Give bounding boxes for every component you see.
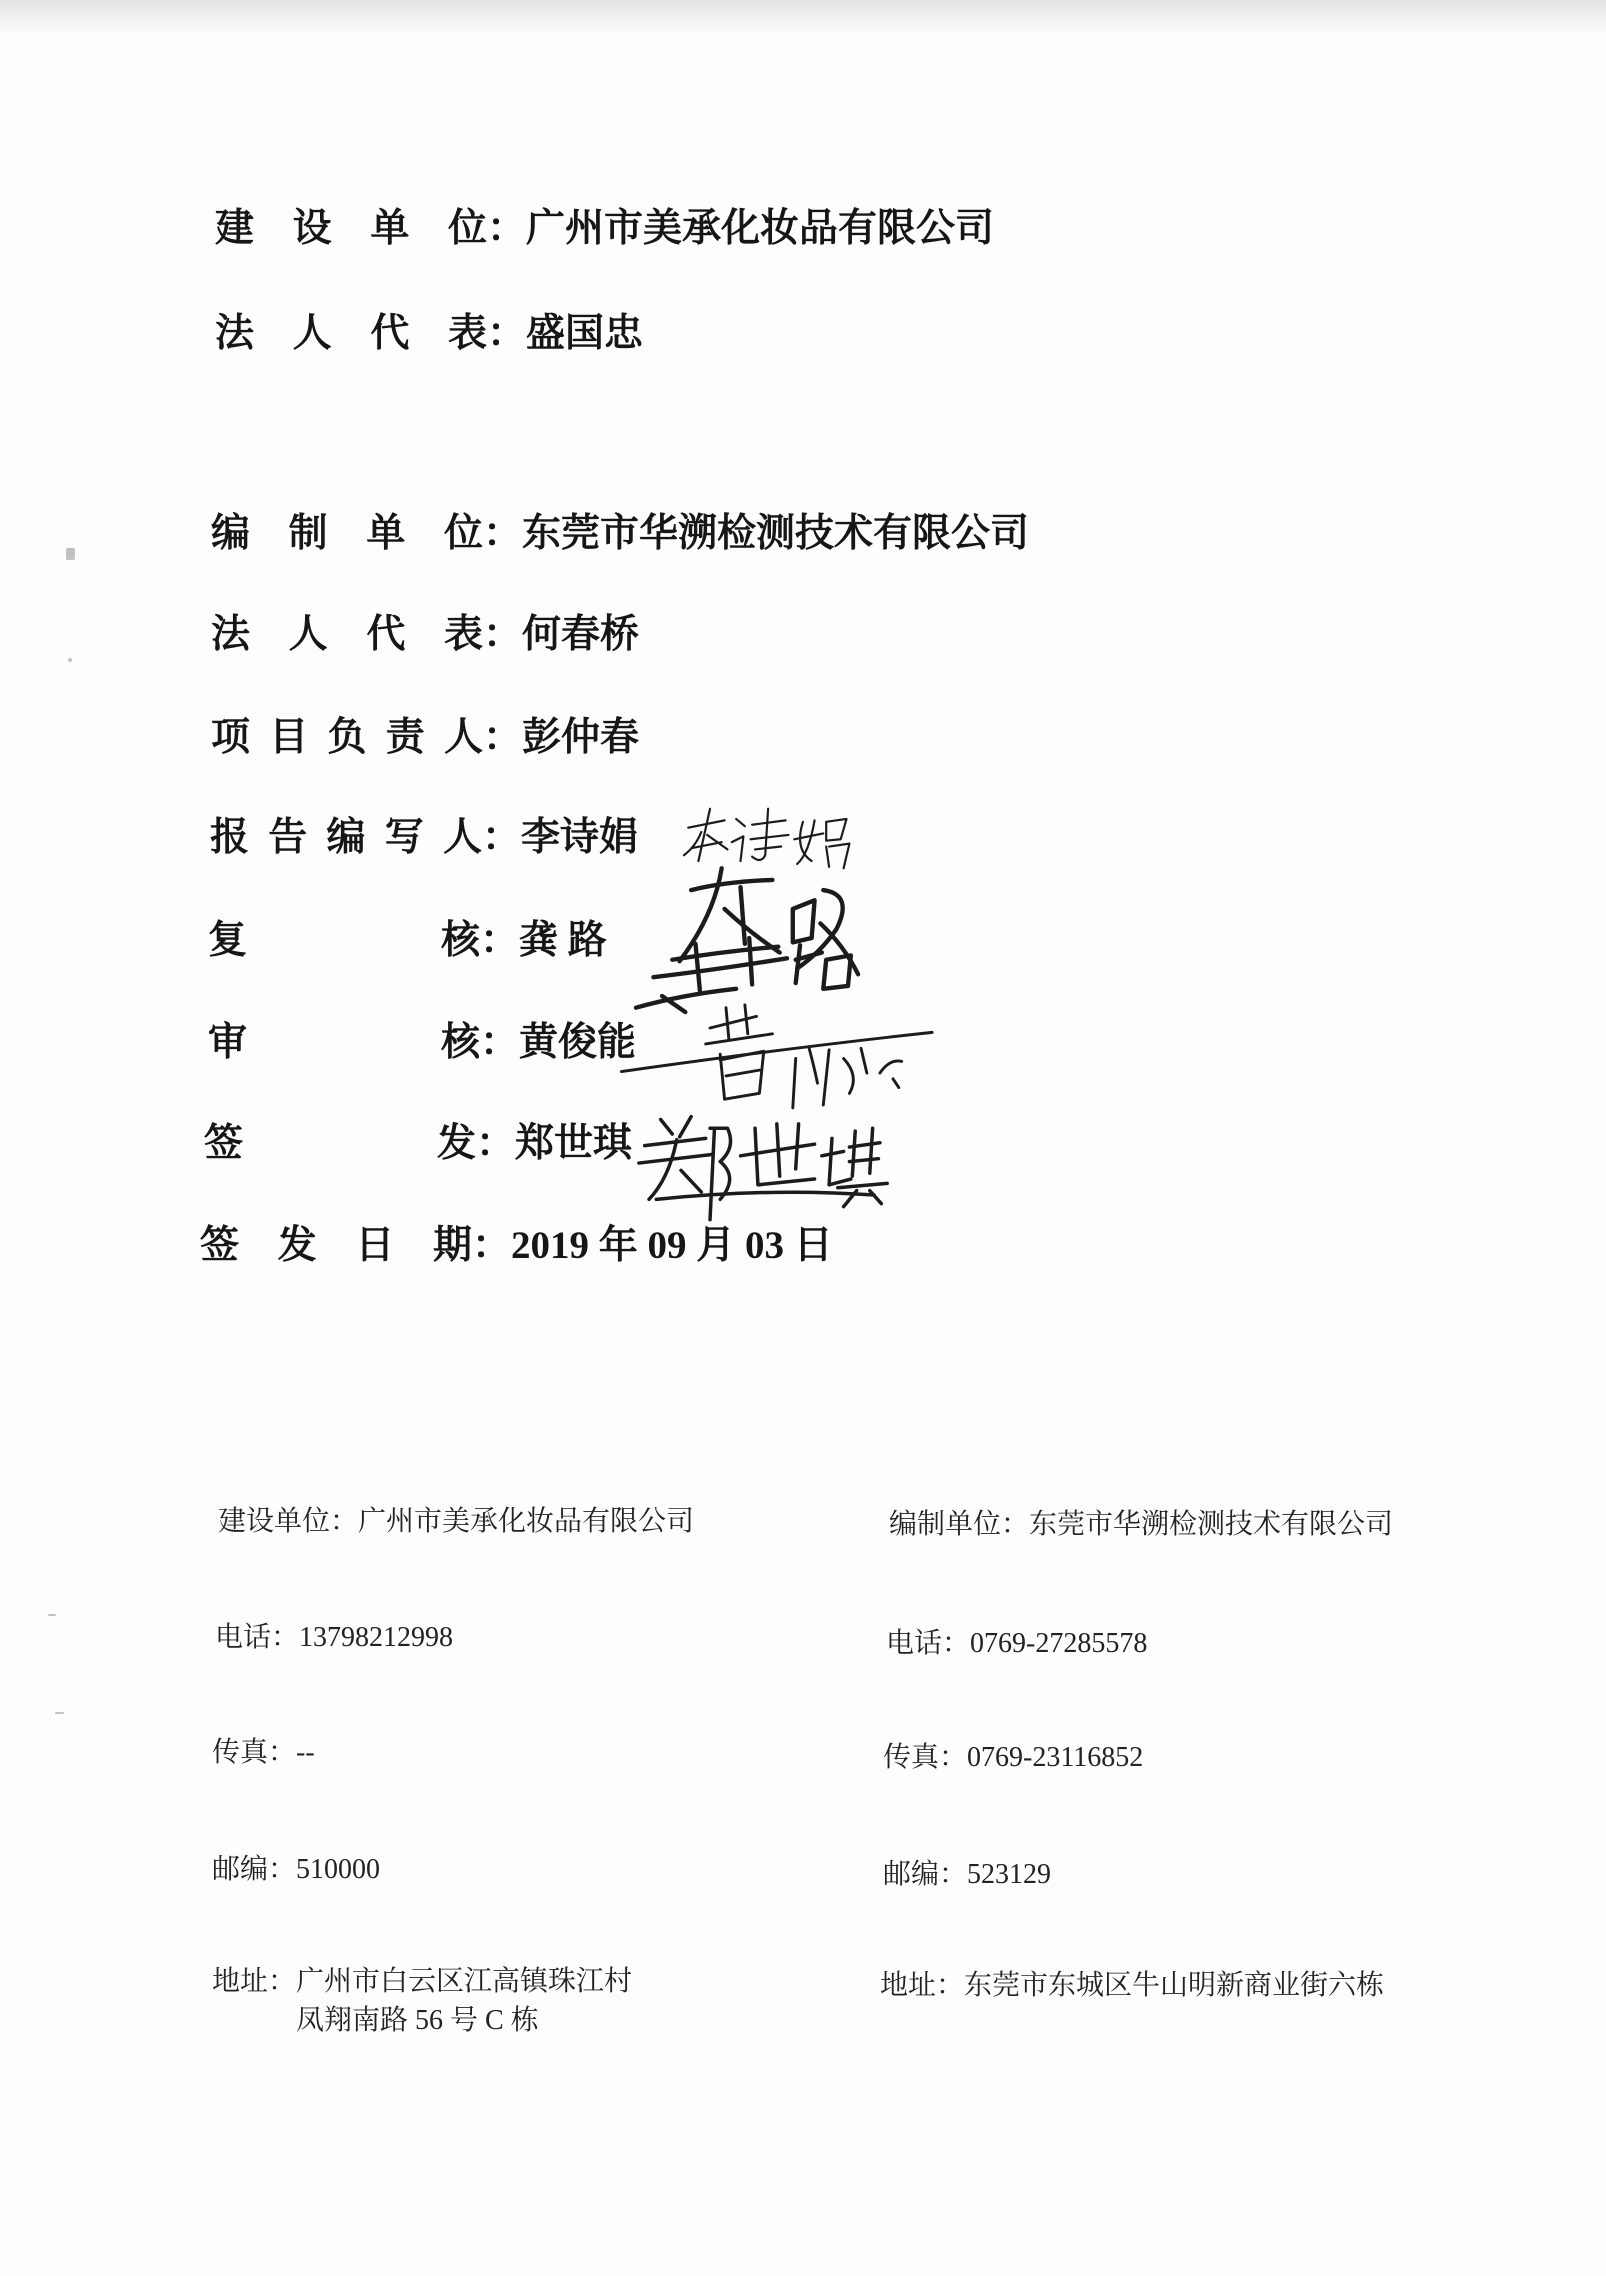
field-colon: ： — [483, 613, 523, 656]
contact-address — [212, 1962, 632, 2040]
address-line: 凤翔南路 56 号 C 栋 — [296, 2005, 539, 2036]
field-label: 编 制 单 位 — [211, 512, 483, 555]
contact-label: 建设单位： — [218, 1506, 359, 1537]
contact-label: 邮编： — [212, 1854, 297, 1885]
address-line: 广州市白云区江高镇珠江村 — [296, 1966, 633, 1997]
contact-label: 地址： — [212, 1966, 297, 1997]
contact-postcode — [883, 1857, 1051, 1893]
field-label: 建 设 单 位 — [215, 207, 487, 250]
row-legal-rep-2 — [211, 610, 639, 660]
row-project-lead — [211, 713, 639, 763]
contact-label: 传真： — [212, 1737, 297, 1768]
address-lines — [296, 1962, 632, 2040]
row-legal-rep-1 — [215, 309, 643, 359]
field-label: 复 核 — [208, 919, 480, 962]
row-report-writer — [210, 813, 638, 863]
contact-label: 编制单位： — [889, 1509, 1030, 1540]
contact-label: 电话： — [886, 1628, 971, 1659]
contact-label: 传真： — [883, 1742, 968, 1773]
field-value: 盛国忠 — [526, 312, 644, 355]
contact-postcode — [212, 1852, 380, 1888]
field-value: 李诗娟 — [521, 816, 639, 859]
field-value: 东莞市华溯检测技术有限公司 — [522, 512, 1030, 555]
row-auditor — [208, 1018, 636, 1068]
field-colon: ： — [483, 512, 523, 555]
contact-fax — [883, 1740, 1143, 1776]
field-label: 项 目 负 责 人 — [211, 716, 483, 759]
row-issue-date — [200, 1221, 833, 1271]
signature-auditor — [621, 1005, 932, 1108]
field-value: 彭仲春 — [522, 716, 640, 759]
field-value: 龚 路 — [519, 919, 607, 962]
contact-value: 523129 — [967, 1859, 1052, 1890]
contact-value: 13798212998 — [299, 1622, 454, 1653]
issue-date-value: 2019 年 09 月 03 日 — [511, 1224, 833, 1267]
field-label: 审 核 — [208, 1021, 480, 1064]
contact-phone — [215, 1620, 453, 1656]
contact-value: 东莞市华溯检测技术有限公司 — [1029, 1509, 1394, 1540]
scan-speck — [66, 548, 75, 560]
field-label: 法 人 代 表 — [211, 613, 483, 656]
contact-value: 0769-27285578 — [970, 1628, 1148, 1659]
field-colon: ： — [483, 716, 523, 759]
field-colon: ： — [480, 1021, 520, 1064]
contact-value: 0769-23116852 — [967, 1742, 1144, 1773]
scan-speck — [68, 658, 72, 662]
scan-speck — [48, 1614, 56, 1616]
field-colon: ： — [472, 1224, 512, 1267]
signature-reviewer — [636, 868, 858, 1012]
signature-issuer — [639, 1117, 887, 1220]
field-value: 广州市美承化妆品有限公司 — [526, 207, 995, 250]
contact-value: -- — [296, 1737, 315, 1768]
contact-unit — [218, 1504, 694, 1540]
address-lines — [964, 1966, 1384, 2005]
field-label: 法 人 代 表 — [215, 312, 487, 355]
contact-label: 地址： — [880, 1970, 965, 2001]
row-construction-unit — [215, 204, 994, 254]
scan-speck — [55, 1712, 64, 1714]
contact-address — [880, 1966, 1384, 2005]
row-issuer — [204, 1119, 632, 1169]
contact-value: 广州市美承化妆品有限公司 — [358, 1506, 695, 1537]
contact-value: 510000 — [296, 1854, 381, 1885]
contact-label: 电话： — [215, 1622, 300, 1653]
signature-report-writer — [684, 809, 850, 869]
field-colon: ： — [480, 919, 520, 962]
contact-phone — [886, 1626, 1147, 1662]
field-label: 签 发 — [204, 1122, 476, 1165]
scan-shadow — [0, 0, 1606, 36]
field-value: 何春桥 — [522, 613, 640, 656]
contact-label: 邮编： — [883, 1859, 968, 1890]
row-compiling-unit — [211, 509, 1029, 559]
field-colon: ： — [487, 207, 527, 250]
field-label: 报 告 编 写 人 — [210, 816, 482, 859]
field-value: 郑世琪 — [515, 1122, 633, 1165]
field-colon: ： — [476, 1122, 516, 1165]
field-label: 签 发 日 期 — [200, 1224, 472, 1267]
contact-unit — [889, 1507, 1393, 1543]
field-colon: ： — [487, 312, 527, 355]
contact-fax — [212, 1735, 315, 1771]
field-colon: ： — [482, 816, 522, 859]
row-reviewer — [208, 916, 607, 966]
address-line: 东莞市东城区牛山明新商业街六栋 — [964, 1970, 1385, 2001]
field-value: 黄俊能 — [519, 1021, 637, 1064]
